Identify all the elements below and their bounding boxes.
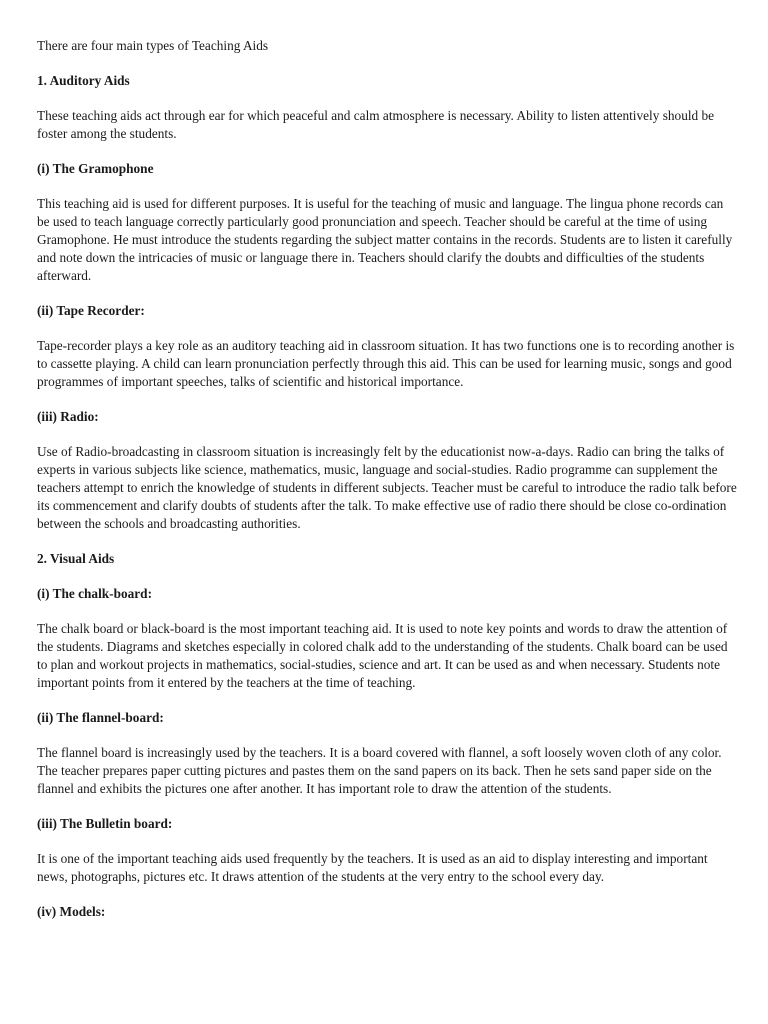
subsection-body-tape-recorder: Tape-recorder plays a key role as an auditory teaching aid in classroom situation. It has two functions one is to recording another is to cassette playing. A child can learn pronunciation perfectly through this aid. This can be used for learning music, songs and good programmes of important speeches, talks of scientific and historical importance.	[37, 338, 735, 389]
subsection-heading-radio: (iii) Radio:	[37, 409, 99, 424]
subsection-heading-tape-recorder: (ii) Tape Recorder:	[37, 303, 145, 318]
document-body	[37, 37, 737, 938]
section-heading-visual-aids: 2. Visual Aids	[37, 551, 115, 566]
section-description-auditory-aids: These teaching aids act through ear for which peaceful and calm atmosphere is necessary. Ability to listen attentively should be foster among the students.	[37, 108, 715, 141]
subsection-heading-gramophone: (i) The Gramophone	[37, 161, 154, 176]
subsection-heading-bulletin-board: (iii) The Bulletin board:	[37, 816, 173, 831]
subsection-heading-flannel-board: (ii) The flannel-board:	[37, 710, 164, 725]
subsection-body-radio: Use of Radio-broadcasting in classroom situation is increasingly felt by the educationist now-a-days. Radio can bring the talks of experts in various subjects like science, mathematics, music, language and social-studies. Radio programme can supplement the teachers attempt to enrich the knowledge of students in different subjects. Teacher must be careful to introduce the radio talk before its commencement and clarify doubts of students after the talk. To make effective use of radio there should be close co-ordination between the schools and broadcasting authorities.	[37, 444, 737, 531]
subsection-body-bulletin-board: It is one of the important teaching aids used frequently by the teachers. It is used as an aid to display interesting and important news, photographs, pictures etc. It draws attention of the students at the very entry to the school every day.	[37, 851, 708, 884]
section-heading-auditory-aids: 1. Auditory Aids	[37, 73, 130, 88]
subsection-heading-models: (iv) Models:	[37, 904, 106, 919]
intro-text: There are four main types of Teaching Aids	[37, 38, 269, 53]
subsection-body-flannel-board: The flannel board is increasingly used by the teachers. It is a board covered with flannel, a soft loosely woven cloth of any color. The teacher prepares paper cutting pictures and pastes them on the sand papers on its back. Then he sets sand paper side on the flannel and exhibits the pictures one after another. It has important role to draw the attention of the students.	[37, 745, 722, 796]
subsection-body-gramophone: This teaching aid is used for different purposes. It is useful for the teaching of music and language. The lingua phone records can be used to teach language correctly particularly good pronunciation and speech. Teacher should be careful at the time of using Gramophone. He must introduce the students regarding the subject matter contains in the records. Students are to listen it carefully and note down the intricacies of music or language there in. Teachers should clarify the doubts and difficulties of the students afterward.	[37, 196, 733, 283]
subsection-body-chalk-board: The chalk board or black-board is the most important teaching aid. It is used to note key points and words to draw the attention of the students. Diagrams and sketches especially in colored chalk add to the understanding of the students. Chalk board can be used to plan and workout projects in mathematics, social-studies, science and art. It can be used as and when necessary. Students note important points from it entered by the teachers at the time of teaching.	[37, 621, 728, 690]
subsection-heading-chalk-board: (i) The chalk-board:	[37, 586, 153, 601]
